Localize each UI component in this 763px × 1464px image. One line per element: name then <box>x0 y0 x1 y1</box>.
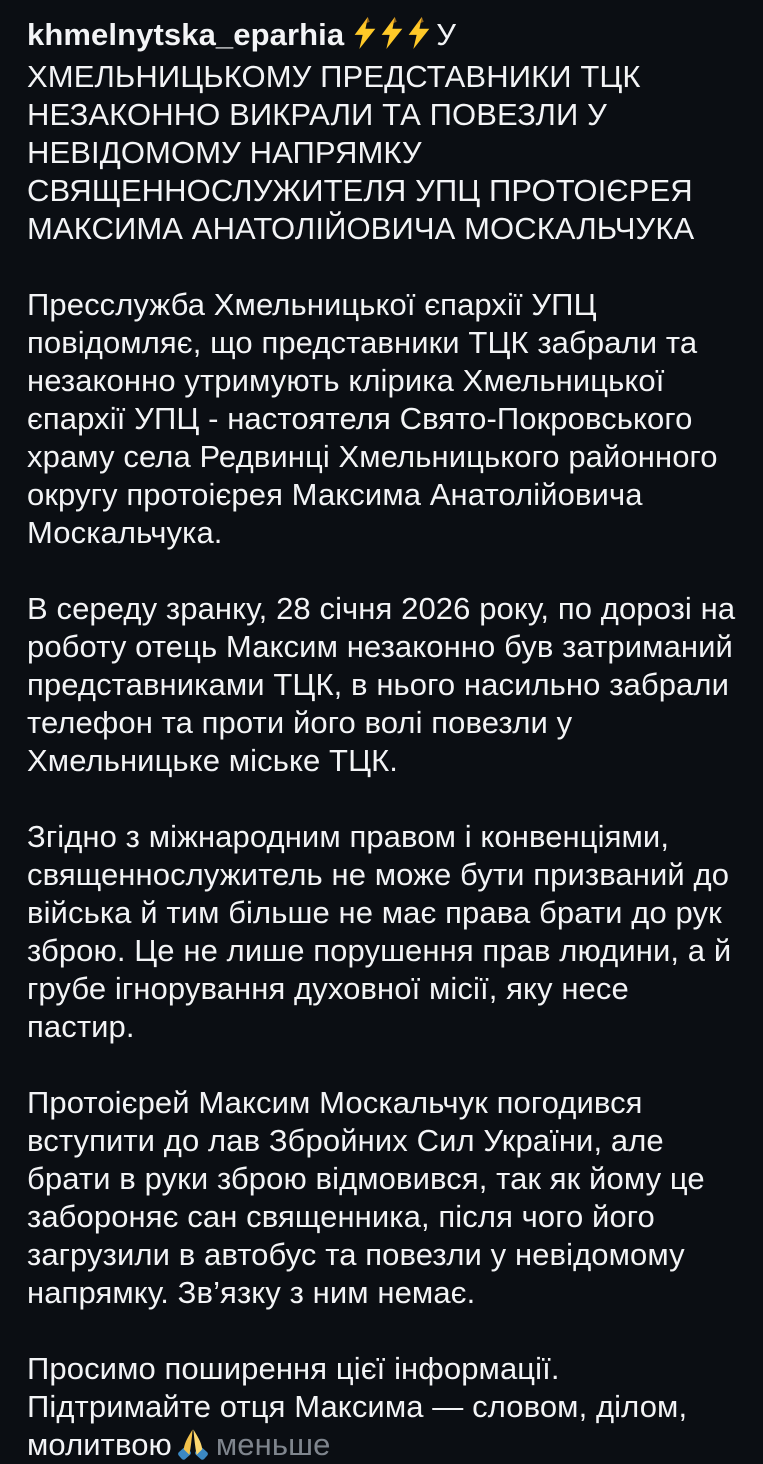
caption-paragraph: Згідно з міжнародним правом і конвенціями, священнослужитель не може бути призваний до війська й тим більше не має права брати до рук зброю. Це не лише порушення прав людини, а й грубе ігнорування духовної місії, яку несе пастир. <box>27 819 732 1044</box>
lightning-icon <box>407 17 431 49</box>
caption-closing <box>27 1350 739 1464</box>
caption-paragraph: Протоієрей Максим Москальчук погодився вступити до лав Збройних Сил України, але брати в руки зброю відмовився, так як йому це забороняє сан священника, після чого його загрузили в автобус та повезли у невідомому напрямку. Зв’язку з ним немає. <box>27 1085 705 1310</box>
closing-text: Просимо поширення цієї інформації. Підтримайте отця Максима — словом, ділом, молитвою <box>27 1351 688 1462</box>
lightning-icon <box>353 17 377 49</box>
headline-text: У ХМЕЛЬНИЦЬКОМУ ПРЕДСТАВНИКИ ТЦК НЕЗАКОННО ВИКРАЛИ ТА ПОВЕЗЛИ У НЕВІДОМОМУ НАПРЯМКУ СВЯЩЕННОСЛУЖИТЕЛЯ УПЦ ПРОТОІЄРЕЯ МАКСИМА АНАТОЛІЙОВИЧА МОСКАЛЬЧУКА <box>27 17 695 246</box>
lightning-icons <box>353 17 434 58</box>
caption-paragraph: Пресслужба Хмельницької єпархії УПЦ повідомляє, що представники ТЦК забрали та незаконно утримують клірика Хмельницької єпархії УПЦ - настоятеля Свято-Покровського храму села Редвинці Хмельницького районного округу протоієрея Максима Анатолійовича Москальчука. <box>27 287 718 550</box>
caption-headline <box>27 16 739 248</box>
lightning-icon <box>380 17 404 49</box>
username-link[interactable]: khmelnytska_eparhia <box>27 17 345 52</box>
less-link[interactable]: меньше <box>215 1427 331 1462</box>
caption-paragraph: В середу зранку, 28 січня 2026 року, по дорозі на роботу отець Максим незаконно був затриманий представниками ТЦК, в нього насильно забрали телефон та проти його волі повезли у Хмельницьке міське ТЦК. <box>27 591 736 778</box>
folded-hands-icon <box>176 1427 210 1461</box>
